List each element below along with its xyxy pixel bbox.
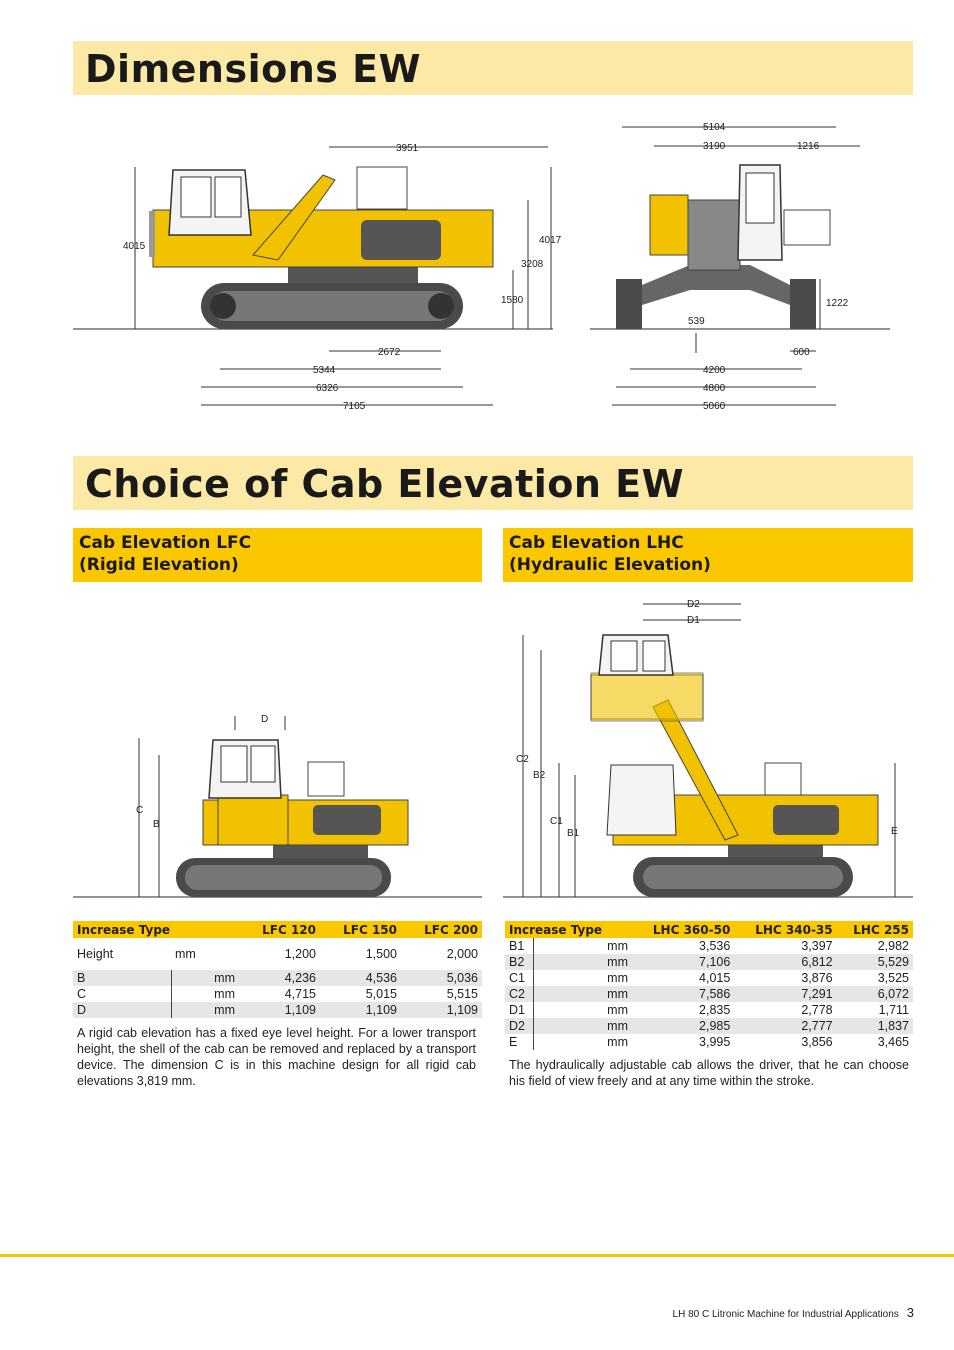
lhc-label-c1: C1 bbox=[550, 816, 563, 827]
row-label: B bbox=[73, 970, 171, 986]
cell-value: 2,985 bbox=[632, 1018, 734, 1034]
dim-1580: 1580 bbox=[501, 295, 524, 306]
side-view-drawing bbox=[73, 105, 562, 420]
row-label: C1 bbox=[509, 971, 525, 985]
cell-value: 3,995 bbox=[699, 1035, 731, 1049]
lfc-label-c: C bbox=[136, 805, 144, 816]
dim-6326: 6326 bbox=[316, 383, 339, 394]
cell-value: 6,812 bbox=[734, 954, 836, 970]
row-label: D1 bbox=[509, 1003, 525, 1017]
page-footer bbox=[673, 1305, 914, 1320]
table-row bbox=[505, 954, 913, 970]
lhc-col-360: LHC 360-50 bbox=[632, 921, 734, 938]
cab-elevation-banner bbox=[73, 456, 913, 510]
height-unit: mm bbox=[175, 947, 196, 961]
table-row bbox=[73, 986, 482, 1002]
cell-value: 4,015 bbox=[699, 971, 731, 985]
dim-3951: 3951 bbox=[396, 143, 419, 154]
footer-caption: LH 80 C Litronic Machine for Industrial Applications bbox=[672, 1309, 899, 1320]
lfc-title-2: (Rigid Elevation) bbox=[79, 555, 239, 575]
cell-value: 7,291 bbox=[734, 986, 836, 1002]
dim-4200: 4200 bbox=[703, 365, 726, 376]
cell-value: 2,835 bbox=[699, 1003, 731, 1017]
dim-2672: 2672 bbox=[378, 347, 401, 358]
row-label: C2 bbox=[505, 986, 534, 1002]
table-row bbox=[505, 1002, 913, 1018]
cell-value: 6,072 bbox=[837, 986, 913, 1002]
row-label: B2 bbox=[505, 954, 534, 970]
cab-elevation-title: Choice of Cab Elevation EW bbox=[85, 462, 685, 506]
cell-value: 5,515 bbox=[446, 987, 478, 1001]
height-value: 1,200 bbox=[284, 947, 316, 961]
cell-value: 3,465 bbox=[877, 1035, 909, 1049]
lfc-header bbox=[73, 528, 482, 582]
row-unit: mm bbox=[534, 970, 633, 986]
table-row bbox=[505, 938, 913, 954]
row-unit: mm bbox=[534, 986, 633, 1002]
cell-value: 3,876 bbox=[801, 971, 833, 985]
lfc-col-type: Increase Type bbox=[73, 921, 239, 938]
height-label: Height bbox=[77, 947, 114, 961]
dim-1222: 1222 bbox=[826, 298, 849, 309]
row-label: C bbox=[77, 987, 87, 1001]
lfc-table bbox=[73, 921, 482, 1018]
lhc-col-340: LHC 340-35 bbox=[734, 921, 836, 938]
lhc-table-header bbox=[505, 921, 913, 938]
front-view-drawing bbox=[590, 115, 890, 420]
dim-4800: 4800 bbox=[703, 383, 726, 394]
lhc-label-b2: B2 bbox=[533, 770, 546, 781]
lfc-col-150: LFC 150 bbox=[320, 921, 401, 938]
lhc-title-2: (Hydraulic Elevation) bbox=[509, 555, 711, 575]
cell-value: 7,586 bbox=[632, 986, 734, 1002]
lfc-description: A rigid cab elevation has a fixed eye level height. For a lower transport height, the shell of the cab can be removed and replaced by a transport device. The dimension C is in this machine design for all rigid cab elevations 3,819 mm. bbox=[77, 1026, 476, 1088]
lhc-description: The hydraulically adjustable cab allows the driver, that he can choose his field of view freely and at any time within the stroke. bbox=[509, 1058, 909, 1088]
dim-5060: 5060 bbox=[703, 401, 726, 412]
cell-value: 3,525 bbox=[877, 971, 909, 985]
cell-value: 2,777 bbox=[734, 1018, 836, 1034]
dim-5344: 5344 bbox=[313, 365, 336, 376]
table-row bbox=[73, 1002, 482, 1018]
dimensions-banner bbox=[73, 41, 913, 95]
table-row bbox=[73, 970, 482, 986]
footer-divider bbox=[0, 1254, 954, 1257]
lhc-title-1: Cab Elevation LHC bbox=[509, 533, 684, 553]
cell-value: 4,236 bbox=[239, 970, 320, 986]
lfc-label-b: B bbox=[153, 819, 160, 830]
lhc-col-255: LHC 255 bbox=[837, 921, 913, 938]
lhc-label-e: E bbox=[891, 826, 898, 837]
dim-4017: 4017 bbox=[539, 235, 562, 246]
page-number: 3 bbox=[906, 1305, 914, 1320]
row-label: D2 bbox=[505, 1018, 534, 1034]
cell-value: 1,837 bbox=[837, 1018, 913, 1034]
row-label: E bbox=[509, 1035, 518, 1049]
table-row bbox=[505, 1018, 913, 1034]
dim-600: 600 bbox=[793, 347, 810, 358]
cell-value: 3,536 bbox=[699, 939, 731, 953]
row-unit: mm bbox=[534, 1002, 633, 1018]
cell-value: 3,397 bbox=[801, 939, 833, 953]
cell-value: 4,536 bbox=[320, 970, 401, 986]
cell-value: 4,715 bbox=[284, 987, 316, 1001]
height-value: 1,500 bbox=[365, 947, 397, 961]
dim-4015: 4015 bbox=[123, 241, 146, 252]
row-unit: mm bbox=[171, 1002, 239, 1018]
lhc-label-b1: B1 bbox=[567, 828, 580, 839]
row-label: D bbox=[73, 1002, 171, 1018]
lfc-col-120: LFC 120 bbox=[239, 921, 320, 938]
lfc-col-200: LFC 200 bbox=[401, 921, 482, 938]
lfc-table-header bbox=[73, 921, 482, 938]
dim-3190: 3190 bbox=[703, 141, 726, 152]
row-unit: mm bbox=[534, 938, 633, 954]
lfc-title-1: Cab Elevation LFC bbox=[79, 533, 252, 553]
row-label: B1 bbox=[509, 939, 525, 953]
cell-value: 5,015 bbox=[365, 987, 397, 1001]
cell-value: 1,711 bbox=[878, 1003, 909, 1017]
dimensions-title: Dimensions EW bbox=[85, 47, 422, 91]
dim-539: 539 bbox=[688, 316, 705, 327]
cell-value: 1,109 bbox=[320, 1002, 401, 1018]
row-unit: mm bbox=[534, 1034, 633, 1050]
lfc-label-d: D bbox=[261, 714, 269, 725]
cell-value: 1,109 bbox=[401, 1002, 482, 1018]
table-row bbox=[505, 970, 913, 986]
cell-value: 5,529 bbox=[837, 954, 913, 970]
lhc-label-d1: D1 bbox=[687, 615, 700, 626]
lhc-label-d2: D2 bbox=[687, 599, 700, 610]
row-unit: mm bbox=[534, 954, 633, 970]
row-unit: mm bbox=[171, 986, 239, 1002]
lhc-header bbox=[503, 528, 913, 582]
lhc-drawing bbox=[503, 595, 913, 905]
dim-1216: 1216 bbox=[797, 141, 820, 152]
lhc-label-c2: C2 bbox=[516, 754, 529, 765]
height-value: 2,000 bbox=[446, 947, 478, 961]
cell-value: 1,109 bbox=[239, 1002, 320, 1018]
cell-value: 5,036 bbox=[401, 970, 482, 986]
table-row bbox=[73, 938, 482, 970]
row-unit: mm bbox=[534, 1018, 633, 1034]
dim-3208: 3208 bbox=[521, 259, 544, 270]
dim-5104: 5104 bbox=[703, 122, 726, 133]
lhc-col-type: Increase Type bbox=[505, 921, 632, 938]
cell-value: 2,778 bbox=[801, 1003, 833, 1017]
row-unit: mm bbox=[171, 970, 239, 986]
cell-value: 2,982 bbox=[877, 939, 909, 953]
lhc-table bbox=[505, 921, 913, 1050]
table-row bbox=[505, 1034, 913, 1050]
table-row bbox=[505, 986, 913, 1002]
cell-value: 7,106 bbox=[632, 954, 734, 970]
cell-value: 3,856 bbox=[801, 1035, 833, 1049]
lfc-drawing bbox=[73, 700, 482, 905]
dim-7105: 7105 bbox=[343, 401, 366, 412]
